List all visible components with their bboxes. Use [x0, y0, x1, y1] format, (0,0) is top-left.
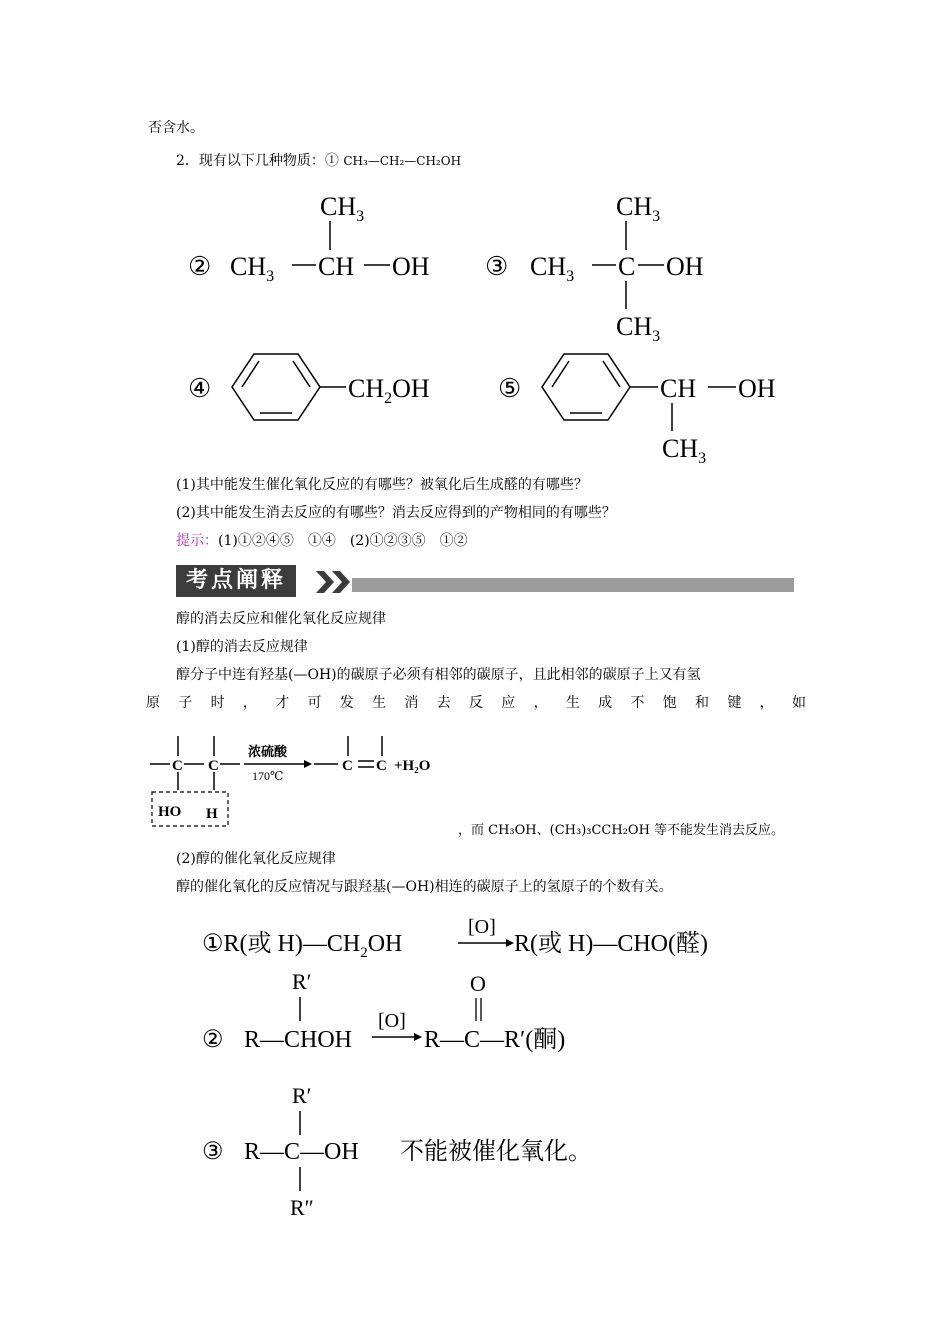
label-2: ②: [188, 252, 212, 281]
paragraph-1-tail: ，而 CH₃OH、(CH₃)₃CCH₂OH 等不能发生消去反应。: [458, 823, 785, 838]
hint-label: 提示：: [176, 533, 218, 549]
c-center: C: [618, 252, 636, 281]
hydrogen-label: H: [206, 806, 218, 822]
question-2-prefix: 2．现有以下几种物质：①: [176, 153, 344, 169]
question-1: (1)其中能发生催化氧化反应的有哪些？被氧化后生成醛的有哪些？: [176, 477, 588, 493]
ch3-top: $CH_3$: [616, 192, 661, 225]
temperature-label: 170℃: [252, 769, 284, 783]
formula-1: CH₃—CH₂—CH₂OH: [343, 154, 462, 168]
structures-2-3: [180, 185, 740, 345]
rule-2-oxygen: O: [470, 971, 486, 996]
banner-title: 考点阐释: [176, 565, 296, 597]
arrow-icon: [304, 760, 312, 768]
question-2: (2)其中能发生消去反应的有哪些？消去反应得到的产物相同的有哪些？: [176, 505, 616, 521]
ch3-left: $CH_3$: [530, 252, 575, 285]
rule-3-bottom: R″: [290, 1195, 314, 1220]
paragraph-2: 醇的催化氧化的反应情况与跟羟基(—OH)相连的碳原子上的氢原子的个数有关。: [176, 879, 673, 895]
elimination-reaction: [146, 728, 466, 828]
ch-center: CH: [318, 252, 355, 281]
ch3-top: $CH_3$: [320, 192, 365, 225]
reagent-label: 浓硫酸: [248, 744, 288, 759]
oh-group: OH: [392, 252, 430, 281]
ch-center: CH: [660, 374, 697, 403]
rule-1-right: R(或 H)—CHO(醛): [514, 931, 708, 957]
ch3-bottom: $CH_3$: [662, 434, 707, 467]
rule-2-condition: [O]: [378, 1010, 406, 1032]
rule-2-left: R—CHOH: [244, 1027, 353, 1053]
rule-1-condition: [O]: [468, 916, 496, 938]
arrow-icon: [506, 939, 514, 947]
oh-group: OH: [738, 374, 776, 403]
label-4: ④: [188, 374, 212, 403]
hydroxyl-label: HO: [158, 804, 182, 820]
arrow-icon: [414, 1033, 422, 1041]
oxidation-rules: [200, 905, 800, 1225]
paragraph-1-continued: 原 子 时 ， 才 可 发 生 消 去 反 应 ， 生 成 不 饱 和 键 ， 如: [146, 695, 806, 711]
subheading-1: (1)醇的消去反应规律: [176, 639, 308, 655]
rule-2-product: R—C—R′(酮): [424, 1027, 566, 1053]
question-2-intro: [176, 152, 461, 170]
chevrons-icon: [316, 569, 352, 595]
oh-group: OH: [666, 252, 704, 281]
section-banner: [176, 565, 794, 601]
label-5: ⑤: [498, 374, 522, 403]
rule-3-note: 不能被催化氧化。: [400, 1139, 592, 1165]
hint-line: [176, 532, 468, 550]
water-product: +H₂O: [394, 758, 431, 774]
banner-bar: [352, 578, 794, 592]
rule-2-label: ②: [202, 1027, 224, 1053]
label-3: ③: [485, 252, 509, 281]
carbon-left: C: [172, 758, 183, 774]
rule-3-label: ③: [202, 1139, 224, 1165]
section-title: 醇的消去反应和催化氧化反应规律: [176, 611, 386, 627]
rule-3-top: R′: [292, 1083, 312, 1108]
ch3-left: $CH_3$: [230, 252, 275, 285]
product-carbon-left: C: [342, 758, 353, 774]
hint-answer: (1)①②④⑤ ①④ (2)①②③⑤ ①②: [218, 533, 468, 549]
rule-2-top: R′: [292, 969, 312, 994]
benzene-ring: [232, 354, 320, 420]
carbon-right: C: [208, 758, 219, 774]
ch2oh-group: $CH_2OH$: [348, 374, 430, 407]
structures-4-5: [180, 345, 800, 470]
benzene-ring: [542, 354, 630, 420]
rule-3-formula: R—C—OH: [244, 1139, 359, 1165]
paragraph-1: 醇分子中连有羟基(—OH)的碳原子必须有相邻的碳原子，且此相邻的碳原子上又有氢: [176, 667, 701, 683]
product-carbon-right: C: [376, 758, 387, 774]
text-line: 否含水。: [148, 120, 204, 136]
ch3-bottom: $CH_3$: [616, 312, 661, 345]
rule-1-left: ①R(或 $H)—CH_2OH$: [202, 931, 403, 961]
subheading-2: (2)醇的催化氧化反应规律: [176, 851, 336, 867]
